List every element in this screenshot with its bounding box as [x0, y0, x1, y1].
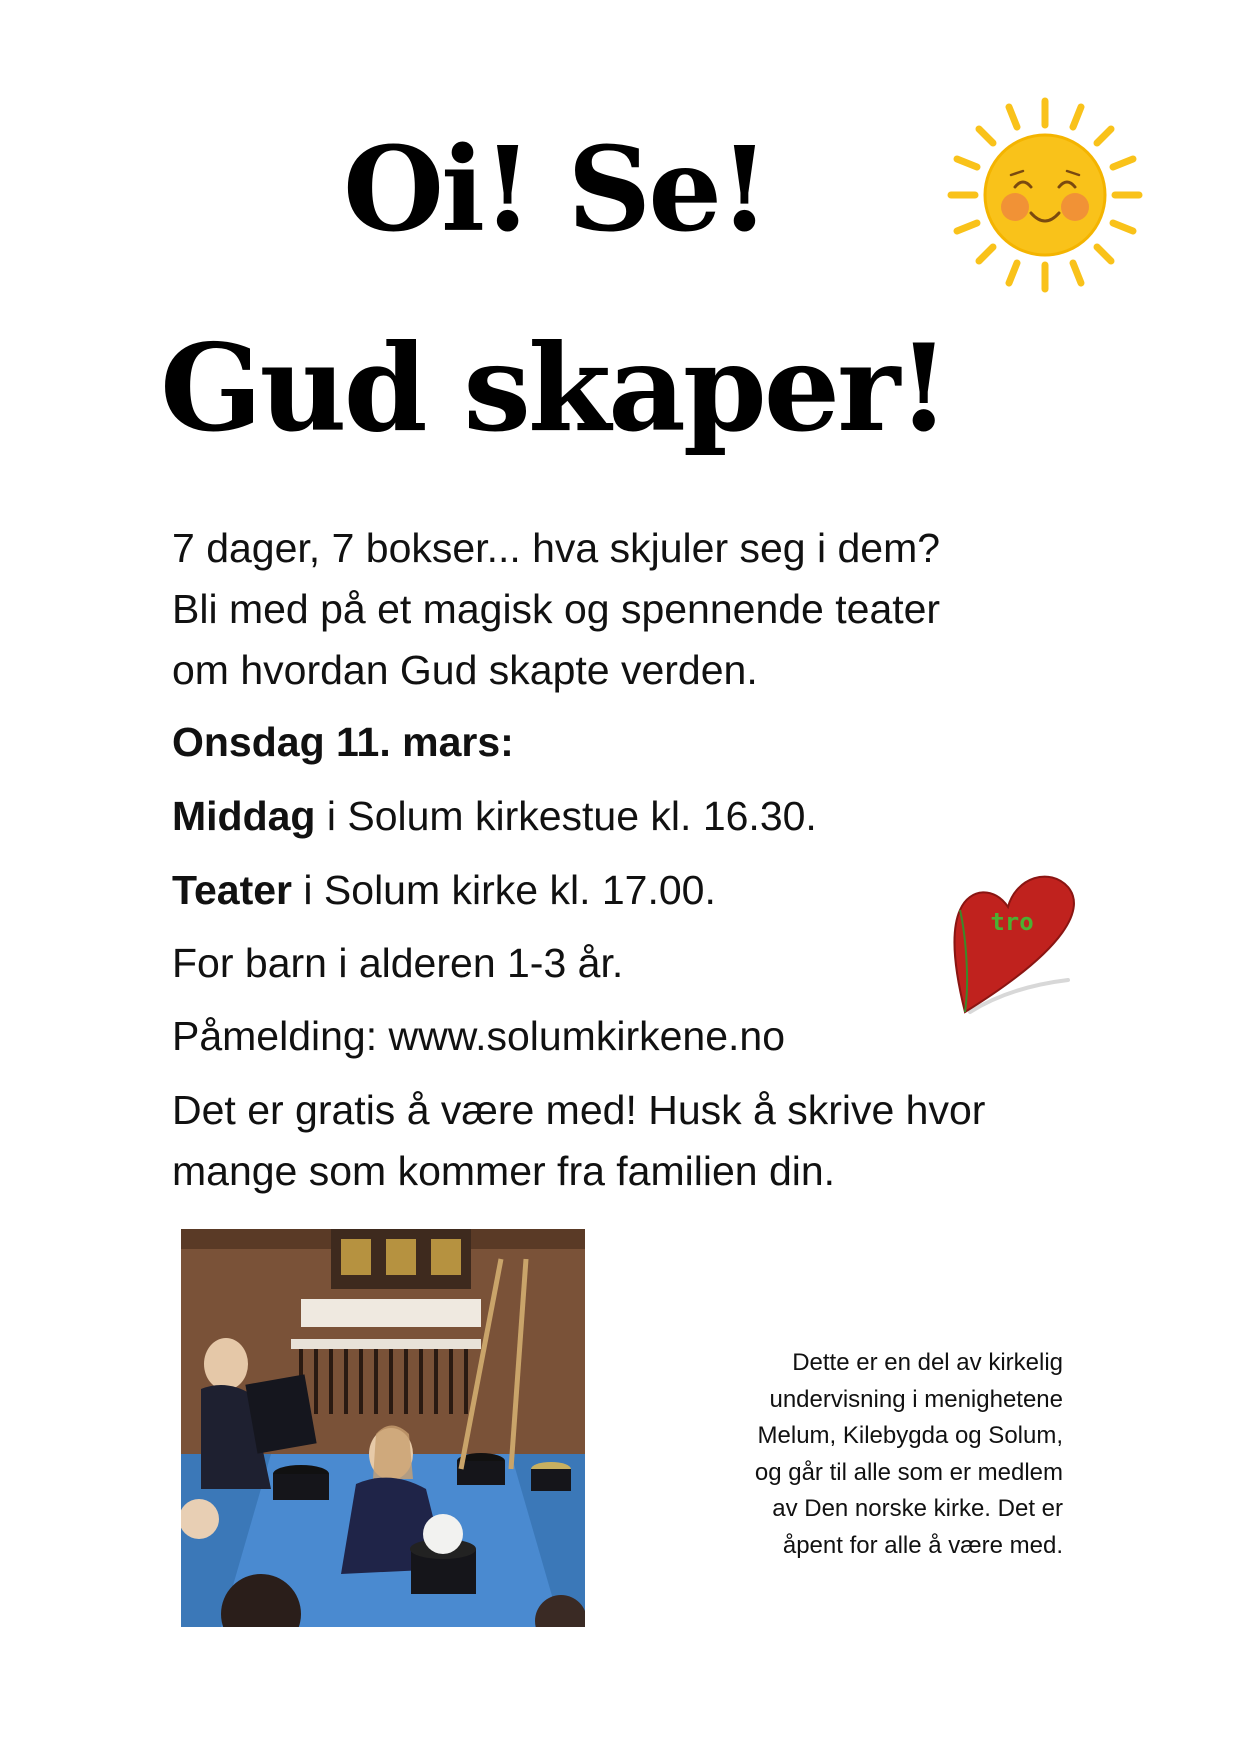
dinner-details: i Solum kirkestue kl. 16.30.	[315, 793, 817, 839]
signup-info: Påmelding: www.solumkirkene.no	[172, 1013, 785, 1059]
title-line-2: Gud skaper!	[160, 318, 948, 459]
free-line: Det er gratis å være med! Husk å skrive hvor	[172, 1087, 986, 1133]
event-date: Onsdag 11. mars:	[172, 719, 514, 765]
heart-icon	[950, 862, 1080, 1022]
dinner-info	[172, 786, 817, 847]
theater-photo	[181, 1229, 585, 1627]
intro-line: Bli med på et magisk og spennende teater	[172, 586, 941, 632]
theater-details: i Solum kirke kl. 17.00.	[292, 867, 716, 913]
intro-line: 7 dager, 7 bokser... hva skjuler seg i dem?	[172, 525, 941, 571]
smiling-sun-icon	[945, 95, 1145, 295]
side-note-line: Dette er en del av kirkelig	[792, 1349, 1063, 1376]
theater-label: Teater	[172, 867, 293, 913]
dinner-label: Middag	[172, 793, 316, 839]
title-line-1: Oi! Se!	[343, 122, 767, 258]
side-note-line: Melum, Kilebygda og Solum,	[757, 1422, 1063, 1449]
intro-line: om hvordan Gud skapte verden.	[172, 647, 758, 693]
side-note-line: åpent for alle å være med.	[782, 1531, 1063, 1559]
side-note-line: av Den norske kirke. Det er	[772, 1495, 1063, 1522]
theater-photo-image	[181, 1229, 585, 1627]
age-info: For barn i alderen 1-3 år.	[172, 940, 624, 986]
side-note-line: og går til alle som er medlem	[754, 1458, 1063, 1486]
free-line: mange som kommer fra familien din.	[172, 1148, 836, 1194]
side-note-line: undervisning i menighetene	[769, 1385, 1063, 1413]
intro-paragraph	[172, 518, 940, 701]
heart-label: tro	[990, 908, 1034, 936]
side-note	[623, 1345, 1063, 1564]
theater-info	[172, 860, 716, 921]
free-info	[172, 1080, 985, 1202]
